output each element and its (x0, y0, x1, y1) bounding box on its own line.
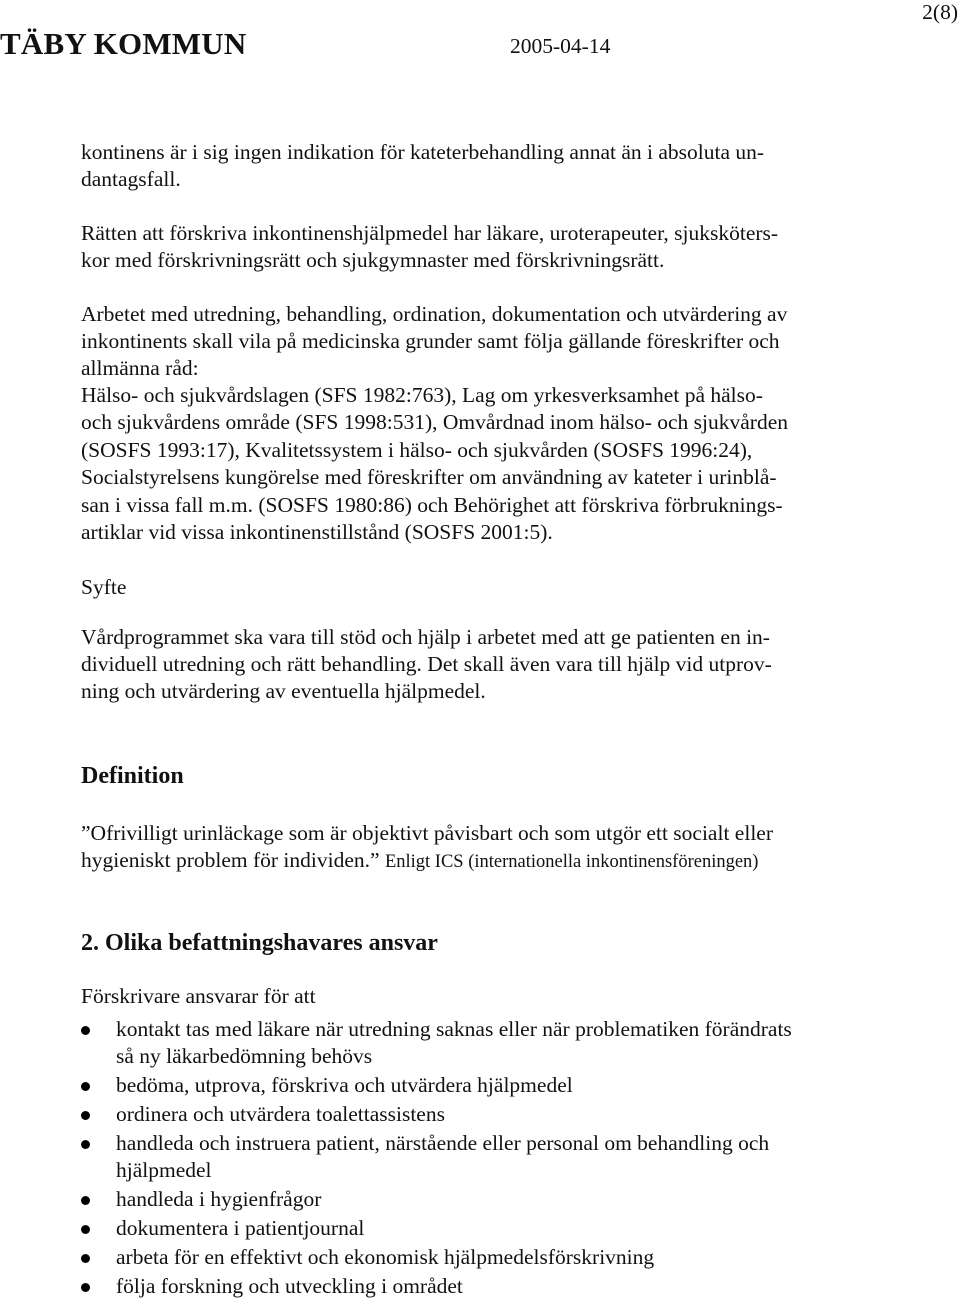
list-item (81, 1130, 792, 1184)
list-item-text: dokumentera i patientjournal (116, 1216, 365, 1240)
list-item (81, 1215, 792, 1242)
bullet-icon (81, 1254, 90, 1263)
text-line: san i vissa fall m.m. (SOSFS 1980:86) och Behörighet att förskriva förbruknings- (81, 493, 783, 517)
bullet-icon (81, 1111, 90, 1120)
list-item (81, 1273, 792, 1300)
text-line: inkontinents skall vila på medicinska grunder samt följa gällande föreskrifter och (81, 329, 780, 353)
text-line: och sjukvårdens område (SFS 1998:531), Omvårdnad inom hälso- och sjukvården (81, 410, 788, 434)
document-date: 2005-04-14 (510, 34, 611, 58)
section-2-heading: 2. Olika befattningshavares ansvar (81, 930, 438, 956)
text-line: kontinens är i sig ingen indikation för kateterbehandling annat än i absoluta un- (81, 140, 765, 164)
list-item-text: följa forskning och utveckling i området (116, 1274, 463, 1298)
text-line: dividuell utredning och rätt behandling. Det skall även vara till hjälp vid utprov- (81, 652, 772, 676)
text-line (81, 847, 758, 876)
list-item (81, 1186, 792, 1213)
text-line: Rätten att förskriva inkontinenshjälpmedel har läkare, uroterapeuter, sjuksköters- (81, 221, 779, 245)
bullet-icon (81, 1225, 90, 1234)
text-line: (SOSFS 1993:17), Kvalitetssystem i hälso- och sjukvården (SOSFS 1996:24), (81, 438, 753, 462)
text-line: ning och utvärdering av eventuella hjälpmedel. (81, 679, 486, 703)
list-item (81, 1016, 792, 1070)
list-item-text: ordinera och utvärdera toalettassistens (116, 1102, 445, 1126)
definition-source: Enligt ICS (internationella inkontinensföreningen) (384, 852, 759, 872)
bullet-icon (81, 1082, 90, 1091)
bullet-icon (81, 1196, 90, 1205)
list-item (81, 1244, 792, 1271)
text-line: Hälso- och sjukvårdslagen (SFS 1982:763), Lag om yrkesverksamhet på hälso- (81, 383, 763, 407)
list-item-text: kontakt tas med läkare när utredning saknas eller när problematiken förändrats (116, 1017, 792, 1041)
quote-end: hygieniskt problem för individen.” (81, 848, 380, 872)
list-item-text: handleda i hygienfrågor (116, 1187, 322, 1211)
bullet-icon (81, 1026, 90, 1035)
text-line: ”Ofrivilligt urinläckage som är objektivt påvisbart och som utgör ett socialt eller (81, 821, 773, 845)
text-line: artiklar vid vissa inkontinenstillstånd (SOSFS 2001:5). (81, 520, 553, 544)
responsibility-list (81, 1016, 792, 1300)
list-item-text: hjälpmedel (116, 1158, 212, 1182)
text-line: kor med förskrivningsrätt och sjukgymnaster med förskrivningsrätt. (81, 248, 665, 272)
list-item-text: handleda och instruera patient, närstående eller personal om behandling och (116, 1131, 770, 1155)
text-line: Vårdprogrammet ska vara till stöd och hjälp i arbetet med att ge patienten en in- (81, 625, 770, 649)
forskrivare-intro: Förskrivare ansvarar för att (81, 984, 316, 1008)
bullet-icon (81, 1283, 90, 1292)
bullet-icon (81, 1140, 90, 1149)
text-line: dantagsfall. (81, 167, 181, 191)
syfte-heading: Syfte (81, 575, 127, 599)
list-item-text: bedöma, utprova, förskriva och utvärdera hjälpmedel (116, 1073, 573, 1097)
list-item-text: arbeta för en effektivt och ekonomisk hjälpmedelsförskrivning (116, 1245, 655, 1269)
text-line: Socialstyrelsens kungörelse med föreskrifter om användning av kateter i urinblå- (81, 465, 777, 489)
list-item (81, 1072, 792, 1099)
list-item-text: så ny läkarbedömning behövs (116, 1044, 373, 1068)
text-line: Arbetet med utredning, behandling, ordination, dokumentation och utvärdering av (81, 302, 788, 326)
organization-name: TÄBY KOMMUN (0, 26, 247, 61)
page-number: 2(8) (922, 0, 958, 24)
definition-heading: Definition (81, 763, 184, 789)
list-item (81, 1101, 792, 1128)
text-line: allmänna råd: (81, 356, 199, 380)
